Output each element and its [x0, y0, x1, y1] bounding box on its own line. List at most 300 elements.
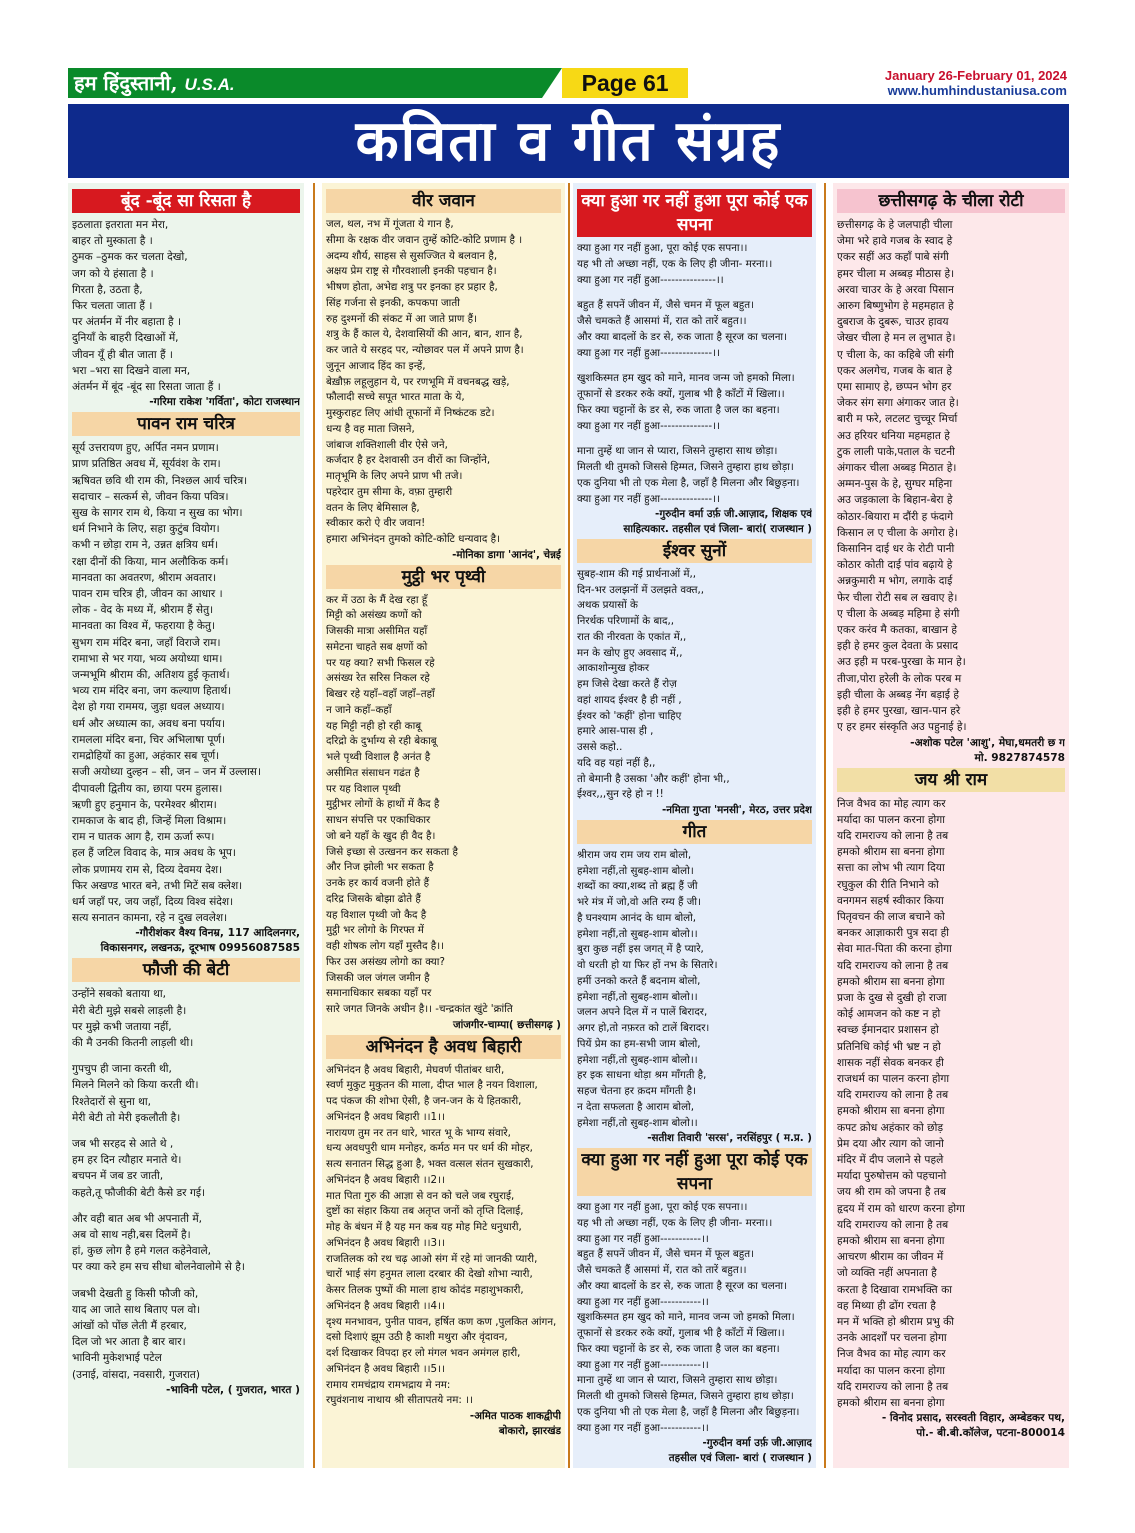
poem-author: - विनोद प्रसाद, सरस्वती विहार, अम्बेडकर पथ, [881, 1412, 1065, 1425]
poem-line: क्या हुआ गर नहीं हुआ---------------।। [577, 273, 724, 286]
poem-line: पर क्या करे हम सच सीधा बोलनेवालोमे से है। [72, 1261, 245, 1274]
poem-line: न जाने कहाँ–कहाँ [326, 703, 392, 716]
poem-line: यदि वह यहां नहीं है,, [577, 756, 656, 769]
poem-line: दिन-भर उलझनों में उलझते वक्त,, [577, 583, 704, 596]
poem-line: (उनाई, वांसदा, नवसारी, गुजरात) [72, 1368, 200, 1381]
poem-line: मेरी बेटी मुझे सबसे लाड़ली है। [72, 1004, 187, 1017]
poem-line: जिसकी मात्रा असीमित यहाँ [326, 625, 428, 637]
poem-line: मिलने मिलने को किया करती थी। [72, 1079, 199, 1092]
poem-line: हमेशा नहीं,तो सुबह-शाम बोलो।। [577, 990, 698, 1003]
poem-line: हमर चीला म अब्बड़ मीठास हे। [837, 267, 955, 280]
poem-line: क्या हुआ गर नहीं हुआ, पूरा कोई एक सपना।। [577, 242, 748, 254]
column-2 [322, 183, 565, 1468]
poem-line: रघुवंशनाथ नाथाय श्री सीतापतये नम: ।। [326, 1394, 473, 1407]
poem-line: कोई आमजन को कष्ट न हो [837, 1008, 941, 1021]
poem-title: बूंद -बूंद सा रिसता है [72, 189, 300, 213]
poem-line: हमीं उनको करते हैं बदनाम बोलो, [577, 974, 701, 987]
poem-line: फिर उस असंख्य लोगो का क्या? [326, 955, 445, 968]
poem-line: दसो दिशाएं झूम उठी है काशी मथुरा और वृंदावन, [326, 1331, 508, 1344]
poem-line: उन्होंने सबको बताया था, [72, 988, 167, 1001]
poem-line: जन्मभूमि श्रीराम की, अतिशय हुई कृतार्थ। [72, 669, 230, 682]
poem-line: मिलती थी तुमको जिससे हिम्मत, जिसने तुम्हारा हाथ छोड़ा। [577, 1390, 794, 1402]
poem-line: हमको श्रीराम सा बनना होगा [837, 1234, 945, 1247]
poem-line: हमको श्रीराम सा बनना होगा [837, 1105, 945, 1118]
poem-line: सारे जगत जिनके अधीन है।। -चन्द्रकांत खुंटे 'क्रांति [326, 1003, 513, 1015]
poem-line: आंखों को पोंछ लेती मैं हरबार, [72, 1319, 187, 1332]
poem-line: सुबह-शाम की गई प्रार्थनाओं में,, [577, 567, 697, 580]
poem-line: नारायण तुम नर तन धारे, भारत भू के भाग्य संवारे, [326, 1126, 511, 1139]
poem-line: आचरण श्रीराम का जीवन में [837, 1251, 944, 1264]
poem-line: और क्या बादलों के डर से, रुक जाता है सूरज का चलना। [577, 1279, 787, 1292]
poem-line: हमको श्रीराम सा बनना होगा [837, 975, 945, 988]
poem-line: अथक प्रयासों के [577, 599, 638, 612]
poem-line: ठुमक –ठुमक कर चलता देखो, [72, 251, 188, 264]
poem-line: रामाय रामचंद्राय रामभद्राय मे नम: [326, 1378, 451, 1391]
poem-line: सत्य सनातन सिद्ध हुआ है, भक्त वत्सल संतन सुखकारी, [326, 1158, 534, 1170]
poem-line: अन्नकुमारी म भोग, लगाके दाई [837, 575, 953, 588]
poem-line: दरिद्र जिसके बोझा ढोते हैं [326, 892, 421, 905]
poem-line: मर्यादा का पालन करना होगा [837, 1364, 945, 1377]
brand-suffix: U.S.A. [184, 75, 235, 94]
masthead-bar [68, 68, 688, 98]
poem-line: इही चीला के अब्बड़ नेंग बड़ाई हे [837, 688, 959, 701]
poem-line: वतन के लिए बेमिसाल है, [326, 501, 420, 514]
poem-line: दुनियाँ के बाहरी दिखाओं में, [72, 332, 179, 345]
poem-line: और क्या बादलों के डर से, रुक जाता है सूरज का चलना। [577, 330, 787, 343]
poem-line [577, 361, 812, 371]
poem-line: हमेशा नहीं,तो सुबह-शाम बोलो।। [577, 1053, 698, 1066]
column-1 [68, 183, 304, 1468]
poem-line: पर अंतर्मन में नीर बहाता है । [72, 316, 182, 329]
poem-line: हमेशा नहीं,तो सुबह-शाम बोलो।। [577, 927, 698, 940]
poem-line: दीपावली द्वितीय का, छाया परम हुलास। [72, 782, 223, 795]
poem-line: खुशकिस्मत हम खुद को माने, मानव जन्म जो हमको मिला। [577, 1311, 795, 1324]
poem-line: क्या हुआ गर नहीं हुआ-----------।। [577, 1232, 709, 1245]
poem-line: अउ जड़काला के बिहान-बेरा हे [837, 494, 953, 507]
poem-line: सदाचार – सत्कर्म से, जीवन किया पवित्र। [72, 490, 229, 503]
poem-line: अम्मन-पुस के हे, सुग्घर महिना [837, 478, 953, 491]
poem-title: वीर जवान [326, 189, 561, 213]
poem-line: यदि रामराज्य को लाना है तब [837, 959, 949, 972]
poem-line: वहां शायद ईश्वर है ही नहीं , [577, 693, 682, 706]
poem-line: छत्तीसगढ़ के हे जलपाही चीला [837, 219, 953, 231]
poem-line: तीजा,पोरा हरेली के लोक परब म [837, 672, 962, 685]
poem-line: भीषण होता, अभेद्य शत्रु पर इनका हर प्रहार है, [326, 281, 498, 293]
poem-line: बचपन में जब डर जाती, [72, 1170, 164, 1183]
poem-line: जो व्यक्ति नहीं अपनाता है [837, 1267, 937, 1280]
poem-line: बेख़ौफ़ लहूलुहान ये, पर रणभूमि में वचनबद्ध खड़े, [326, 375, 510, 388]
poem-line: किसानिन दाई धर के रोटी पानी [837, 543, 955, 556]
poem-title: फौजी की बेटी [72, 958, 300, 982]
poem-line: राजतिलक को रथ चढ़ आओ संग में रहे मां जानकी प्यारी, [326, 1252, 538, 1265]
poem-line: जय श्री राम को जपना है तब [837, 1186, 946, 1199]
poem-line: ए चीला के, का कहिबे जी संगी [837, 348, 954, 361]
poem-line: बनकर आज्ञाकारी पुत्र सदा ही [837, 927, 949, 940]
poem-line: कर्जदार है हर देशवासी उन वीरों का जिन्होंने, [326, 454, 491, 467]
poem-line: केसर तिलक पुष्पों की माला हाथ कोदंड महाशुभकारी, [326, 1284, 524, 1296]
poem-line: स्वच्छ ईमानदार प्रशासन हो [837, 1024, 939, 1037]
poem-line: बहुत हैं सपनें जीवन में, जैसे चमन में फूल बहुत। [577, 1248, 755, 1261]
poem-title: अभिनंदन है अवध बिहारी [326, 1035, 561, 1059]
poem-title: मुट्ठी भर पृथ्वी [326, 565, 561, 589]
poem-author: साहित्यकार. तहसील एवं जिला- बारां( राजस्थान ) [623, 523, 812, 535]
poem-line: इठलाता इतराता मन मेरा, [72, 219, 169, 231]
poem-line: उनके आदर्शों पर चलना होगा [837, 1332, 947, 1345]
poem-line: हमेशा नहीं,तो सुबह-शाम बोलो।। [577, 1116, 698, 1129]
poem-line: फौलादी सच्चे सपूत भारत माता के ये, [326, 391, 465, 404]
poem-line: प्राण प्रतिष्ठित अवध में, सूर्यवंश के राम। [72, 458, 221, 471]
poem-line: एमा सामाए हे, छप्पन भोग हर [837, 381, 952, 394]
poem-title: जय श्री राम [837, 768, 1065, 792]
poem-line [577, 288, 812, 298]
poem-line: मर्यादा पुरुषोत्तम को पहचानो [837, 1170, 947, 1183]
poem-line: वो धरती हो या फिर हों नभ के सितारे। [577, 959, 718, 971]
poem-line: वही शोषक लोग यहाँ मुस्तैद है।। [326, 940, 445, 952]
poem-line: हृदय में राम को धारण करना होगा [837, 1202, 965, 1215]
poem-line: सत्ता का लोभ भी त्याग दिया [837, 862, 945, 875]
poem-line: समेटना चाहते सब क्षणों को [326, 640, 428, 653]
poem-line: टुक लाली पाके,पताल के चटनी [837, 445, 955, 458]
column-4 [833, 183, 1069, 1468]
poem-line: यह भी तो अच्छा नहीं, एक के लिए ही जीना- मरना।। [577, 1216, 773, 1229]
poem-line: एक दुनिया भी तो एक मेला है, जहाँ है मिलना और बिछुड़ना। [577, 476, 800, 489]
poem-line: बिखर रहे यहाँ–वहाँ जहाँ–तहाँ [326, 688, 435, 700]
poem-line: फेर चीला रोटी सब ल खवाए हे। [837, 591, 958, 604]
section-banner: कविता व गीत संग्रह [68, 104, 1069, 178]
poem-author: -अमित पाठक शाकद्वीपी [469, 1410, 561, 1422]
poem-line: हमारा अभिनंदन तुमको कोटि-कोटि धन्यवाद है। [326, 533, 500, 545]
poem-author: -सतीश तिवारी 'सरस', नरसिंहपुर ( म.प्र. ) [647, 1132, 812, 1145]
poem-line: दुष्टों का संहार किया तब अतृप्त जनों को तृप्ति दिलाई, [326, 1205, 524, 1218]
poem-line: रिश्तेदारों से सुना था, [72, 1095, 151, 1108]
poem-line: क्या हुआ गर नहीं हुआ-----------।। [577, 1421, 709, 1434]
poem-line: हल हैं जटिल विवाद के, मात्र अवध के भूप। [72, 847, 236, 860]
poem-line: अब वो साथ नही,बस दिलमें है। [72, 1228, 191, 1241]
poem-line: इही हे हमर कुल देवता के प्रसाद [837, 640, 959, 653]
poem-line: भले पृथ्वी विशाल है अनंत है [326, 751, 431, 763]
poem-line: मुट्ठी भर लोगो के गिरफ्त में [326, 924, 424, 937]
poem-author: -नमिता गुप्ता 'मनसी', मेरठ, उत्तर प्रदेश [661, 804, 812, 816]
poem-line: हमको श्रीराम सा बनना होगा [837, 1397, 945, 1410]
poem-line: पियें प्रेम का हम-सभी जाम बोलो, [577, 1037, 701, 1050]
poem-line: ऋणी हुए हनुमान के, परमेश्वर श्रीराम। [72, 798, 217, 811]
poem-line: कोठार कोती दाई पांव बढ़ाये हे [837, 559, 953, 572]
poem-line: क्या हुआ गर नहीं हुआ, पूरा कोई एक सपना।। [577, 1201, 748, 1213]
poem-line: वह मिथ्या ही ढोंग रचता है [837, 1299, 936, 1312]
poem-line: स्वीकार करो ऐ वीर जवान! [326, 517, 426, 530]
poem-line: असीमित संसाधन गढंत है [326, 766, 420, 779]
poem-line: क्या हुआ गर नहीं हुआ--------------।। [577, 492, 720, 505]
poem-line: मिट्टी को असंख्य कणों को [326, 609, 422, 622]
poem-line: सीमा के रक्षक वीर जवान तुम्हें कोटि-कोटि प्रणाम है । [326, 233, 523, 246]
poem-line: ए चीला के अब्बड़ महिमा हे संगी [837, 607, 960, 620]
poem-line: कपट क्रोध अहंकार को छोड़ [837, 1121, 944, 1134]
poem-line: पर यह क्या? सभी फिसल रहे [326, 656, 435, 669]
poem-author: -गुरुदीन वर्मा उर्फ़ जी.आज़ाद, शिक्षक एवं [655, 508, 812, 521]
poem-line: समानाधिकार सबका यहाँ पर [326, 987, 432, 1000]
poem-line: कोठार-बियारा म दौंरी ह फंदागे [837, 510, 954, 523]
poem-line: चारों भाई संग हनुमत लाला दरबार की देखो शोभा न्यारी, [326, 1268, 533, 1281]
poem-line: रामकाज के बाद ही, जिन्हें मिला विश्राम। [72, 814, 227, 827]
poem-line: शत्रु के हैं काल ये, देशवासियों की आन, बान, शान है, [326, 328, 523, 341]
poem-line: निज वैभव का मोह त्याग कर [837, 1348, 946, 1361]
poem-line: निज वैभव का मोह त्याग कर [837, 797, 946, 810]
poem-line: देश हो गया राममय, जुड़ा धवल अध्याय। [72, 701, 225, 714]
poem-line: अंगाकर चीला अब्बड़ मिठात हे। [837, 462, 957, 475]
poem-line: यदि रामराज्य को लाना है तब [837, 1380, 949, 1393]
poem-line: गुपचुप ही जाना करती थी, [72, 1063, 172, 1076]
poem-line: तूफानों से डरकर रुके क्यों, गुलाब भी है काँटों में खिला।। [577, 1327, 785, 1339]
poem-line: जेकर संग सगा अंगाकर जात हे। [837, 397, 959, 410]
poem-line: क्या हुआ गर नहीं हुआ-----------।। [577, 1358, 709, 1371]
poem-line: लोक प्रणामय राम से, दिव्य देवमय देश। [72, 863, 223, 876]
poem-title: ईश्वर सुनों [577, 539, 812, 563]
poem-line [72, 1126, 300, 1136]
poem-title: गीत [577, 820, 812, 844]
poem-line: क्या हुआ गर नहीं हुआ--------------।। [577, 346, 720, 359]
poem-line: क्या हुआ गर नहीं हुआ-----------।। [577, 1295, 709, 1308]
poem-line: जेमा भरे हावे गजब के स्वाद हे [837, 235, 953, 248]
poem-line: फिर अखण्ड भारत बने, तभी मिटें सब क्लेश। [72, 879, 243, 892]
poem-line: जैसे चमकते हैं आसमां में, रात को तारें बहुत।। [577, 315, 747, 327]
poem-line: भाविनी मुकेशभाई पटेल [72, 1352, 162, 1365]
poem-line: प्रजा के दुख से दुखी हो राजा [837, 991, 947, 1004]
poem-author: विकासनगर, लखनऊ, दूरभाष 09956087585 [100, 942, 300, 955]
poem-author: मो. 9827874578 [974, 751, 1065, 764]
column-divider [824, 183, 826, 1468]
poem-line: गिरता है, उठता है, [72, 283, 143, 296]
poem-line: मन के खोए हुए अवसाद में,, [577, 646, 683, 659]
column-divider [313, 183, 315, 1468]
poem-line: मानवता का अवतरण, श्रीराम अवतार। [72, 571, 217, 584]
poem-line: बारी म फरे, लटलट चुच्चूर मिर्चा [837, 413, 958, 426]
poem-line: फिर चलता जाता हैं । [72, 300, 153, 313]
poem-line: पावन राम चरित्र ही, जीवन का आधार । [72, 588, 223, 601]
poem-line: अभिनंदन है अवध बिहारी ।।3।। [326, 1236, 445, 1249]
poem-line: जल, थल, नभ में गूंजता ये गान है, [326, 218, 454, 230]
poem-line: जलन अपने दिल में न पालें बिरादर, [577, 1006, 708, 1019]
poem-line: यह भी तो अच्छा नहीं, एक के लिए ही जीना- मरना।। [577, 257, 773, 270]
poem-line: जग को ये हंसाता है । [72, 267, 154, 280]
poem-line: ऋषिवत छवि थी राम की, निश्छल आर्य चरित्र। [72, 474, 248, 487]
poem-line: साधन संपत्ति पर एकाधिकार [326, 814, 431, 826]
poem-author: -भाविनी पटेल, ( गुजरात, भारत ) [165, 1383, 300, 1396]
poem-line: भरा –भरा सा दिखने वाला मन, [72, 364, 191, 377]
poem-line: बाहर तो मुस्काता है । [72, 235, 153, 248]
poem-line: कभी न छोड़ा राम ने, उन्नत क्षत्रिय धर्म। [72, 539, 219, 552]
poem-line: कर में उठा के मैं देख रहा हूँ [326, 593, 428, 606]
poem-line: मर्यादा का पालन करना होगा [837, 813, 945, 826]
column-3 [573, 183, 816, 1468]
poem-line: धर्म और अध्यात्म का, अवध बना पर्याय। [72, 717, 225, 730]
poem-line: धन्य अवधपुरी धाम मनोहर, कर्मठ मन पर धर्म की मोहर, [326, 1142, 533, 1155]
page-number: Page 61 [562, 68, 688, 98]
poem-line: यह मिट्टी नही हो रही काबू [326, 719, 422, 732]
poem-line: सेवा मात-पिता की करना होगा [837, 943, 952, 956]
poem-line: दर्श दिखाकर विपदा हर लो मंगल भवन अमंगल हारी, [326, 1347, 521, 1359]
poem-line: जांबाज शक्तिशाली वीर ऐसे जने, [326, 438, 448, 451]
poem-line: याद आ जाते साथ बिताए पल वो। [72, 1303, 201, 1316]
poem-line: सुख के सागर राम थे, किया न सुख का भोग। [72, 507, 243, 520]
poem-line: भरे मंत्र में जो,वो अति रम्य हैं जी। [577, 896, 701, 908]
poem-line: जैसे चमकते हैं आसमां में, रात को तारें बहुत।। [577, 1264, 747, 1276]
poem-line: असंख्य रेत सरिस निकल रहे [326, 672, 430, 685]
poem-line: न देता सफलता है आराम बोलो, [577, 1100, 694, 1113]
poem-line: बुरा कुछ नहीं इस जगत् में है प्यारे, [577, 943, 704, 956]
poem-line: जिसे इच्छा से उत्खनन कर सकता है [326, 845, 458, 858]
poem-line: यदि रामराज्य को लाना है तब [837, 1218, 949, 1231]
poem-line: जेखर चीला हे मन ल लुभात हे। [837, 332, 956, 345]
poem-line: उससे कहो.. [577, 741, 623, 753]
poem-line: आकाशोन्मुख होकर [577, 662, 650, 675]
poem-line: धर्म निभाने के लिए, सहा कुटुंब वियोग। [72, 523, 220, 536]
poem-line: निरर्थक परिणामों के बाद,, [577, 615, 675, 627]
poem-line: श्रीराम जय राम जय राम बोलो, [577, 848, 692, 861]
poem-title: क्या हुआ गर नहीं हुआ पूरा कोई एक सपना [577, 1148, 812, 1196]
poem-line: अउ हरियर धनिया महमहात हे [837, 429, 950, 442]
poem-line: रामलला मंदिर बना, चिर अभिलाषा पूर्ण। [72, 733, 226, 746]
poem-line: खुशकिस्मत हम खुद को माने, मानव जन्म जो हमको मिला। [577, 372, 795, 385]
poem-line: अक्षय प्रेम राष्ट्र से गौरवशाली इनकी पहचान है। [326, 265, 497, 278]
poem-line: मंदिर में दीप जलाने से पहले [837, 1153, 944, 1166]
poem-line: अभिनंदन है अवध बिहारी ।।5।। [326, 1362, 445, 1375]
poem-line: सिंह गर्जना से इनकी, कपकपा जाती [326, 296, 460, 309]
poem-line: जीवन यूँ ही बीत जाता हैं । [72, 348, 173, 361]
poem-line: अगर हो,तो नफ़रत को टालें बिरादर। [577, 1022, 710, 1034]
website-link[interactable]: www.humhindustaniusa.com [887, 83, 1067, 98]
poem-line: है घनश्याम आनंद के धाम बोलो, [577, 911, 697, 924]
poem-line: जब भी सरहद से आते थे , [72, 1137, 174, 1150]
poem-line: सजी अयोध्या दुल्हन – सी, जन – जन में उल्लास। [72, 766, 261, 779]
poem-author: -गौरीशंकर वैश्य विनम्र, 117 आदिलनगर, [135, 927, 300, 940]
poem-line: किसान ल ए चीला के अगोरा हे। [837, 526, 958, 539]
poem-title: पावन राम चरित्र [72, 412, 300, 436]
poem-line [72, 1201, 300, 1211]
poem-line [72, 1276, 300, 1286]
poem-line: एकर सहीं अउ कहाँ पाबे संगी [837, 251, 949, 264]
poem-line: की मै उनकी कितनी लाड़ली थी। [72, 1036, 194, 1049]
poem-author: -गुरुदीन वर्मा उर्फ़ जी.आज़ाद [702, 1437, 812, 1450]
poem-line: जिसकी जल जंगल जमीन है [326, 971, 430, 984]
poem-title: छत्तीसगढ़ के चीला रोटी [837, 189, 1065, 213]
poem-line: सहज चेतना हर क़दम माँगती है। [577, 1085, 696, 1097]
poem-author: -मोनिका डागा 'आनंद', चेन्नई [452, 548, 561, 561]
poem-line: सूर्य उत्तरायण हुए, अर्पित नमन प्रणाम। [72, 442, 219, 455]
poem-line: स्वर्ण मुकुट मुकुतन की माला, दीप्त भाल है नयन विशाला, [326, 1079, 538, 1092]
poem-line: धन्य है वह माता जिसने, [326, 422, 415, 435]
poem-line: रामद्रोहियों का हुआ, अहंकार सब चूर्ण। [72, 750, 220, 763]
poem-author: -अशोक पटेल 'आशु', मेघा,धमतरी छ ग [910, 736, 1065, 749]
poem-line: मन में भक्ति हो श्रीराम प्रभु की [837, 1316, 955, 1328]
poem-line: मिलती थी तुमको जिससे हिम्मत, जिसने तुम्हारा हाथ छोड़ा। [577, 461, 794, 473]
poem-line: वनगमन सहर्ष स्वीकार किया [837, 894, 944, 907]
poem-line: प्रेम दया और त्याग को जानो [837, 1137, 944, 1150]
poem-line: हां, कुछ लोग है हमे गलत कहेनेवाले, [72, 1245, 211, 1258]
poem-line: दिल जो भर आता है बार बार। [72, 1336, 186, 1349]
poem-line: प्रतिनिधि कोई भी भ्रष्ट न हो [837, 1040, 941, 1053]
poem-line: यदि रामराज्य को लाना है तब [837, 829, 949, 842]
poem-line: बहुत हैं सपनें जीवन में, जैसे चमन में फूल बहुत। [577, 299, 755, 312]
poem-line: एकर करंव मै कतका, बाखान हे [837, 624, 957, 637]
poem-line: भव्य राम मंदिर बना, जग कल्याण हितार्थ। [72, 685, 232, 698]
poem-line: शब्दों का क्या,शब्द तो ब्रह्म हैं जी [577, 880, 698, 893]
poem-line: एक दुनिया भी तो एक मेला है, जहाँ है मिलना और बिछुड़ना। [577, 1405, 800, 1418]
poem-line: रामाभा से भर गया, भव्य अयोध्या धाम। [72, 652, 223, 665]
masthead-brand [68, 68, 542, 98]
poem-line: तो बेमानी है उसका 'और कहीं' होना भी,, [577, 772, 730, 785]
poem-line: माना तुम्हें था जान से प्यारा, जिसने तुम्हारा साथ छोड़ा। [577, 445, 778, 458]
poem-line: पर यह विशाल पृथ्वी [326, 782, 401, 795]
poem-line: कहते,तू फौजीकी बेटी कैसे डर गई। [72, 1186, 206, 1199]
poem-line: क्या हुआ गर नहीं हुआ--------------।। [577, 419, 720, 432]
poem-line: ईश्वर,,,सुन रहे हो न !! [577, 788, 664, 801]
issue-info [885, 68, 1067, 98]
poem-line: लोक - वेद के मध्य में, श्रीराम हैं सेतु। [72, 604, 214, 617]
poem-line: मेरी बेटी तो मेरी इकलौती है। [72, 1111, 181, 1124]
poem-line: राम न घातक आग है, राम ऊर्जा रूप। [72, 831, 215, 844]
poem-line: हमको श्रीराम सा बनना होगा [837, 846, 945, 859]
poem-line: माना तुम्हें था जान से प्यारा, जिसने तुम्हारा साथ छोड़ा। [577, 1374, 778, 1387]
poem-line: अउ इही म परब-पुरखा के मान हे। [837, 656, 966, 669]
poem-line: दुबराज के दुबरू, चाउर हावय [837, 316, 949, 329]
poem-line: दरिद्रो के दुर्भाग्य से रही बेकाबू [326, 735, 437, 748]
poem-line: पितृवचन की लाज बचाने को [837, 910, 945, 923]
poem-line: एकर अलगेच, गजब के बात हे [837, 364, 952, 377]
poem-line: पर मुझे कभी जताया नहीं, [72, 1020, 172, 1033]
brand-name: हम हिंदुस्तानी, [74, 71, 178, 95]
poem-author: बोकारो, झारखंड [498, 1424, 561, 1437]
poem-line: रात की नीरवता के एकांत में,, [577, 630, 687, 643]
poem-line: हर इक साधना थोड़ा श्रम माँगती है, [577, 1069, 707, 1082]
poem-line: अभिनंदन है अवध बिहारी, मेघवर्ण पीतांबर धारी, [326, 1063, 505, 1076]
poem-line: अरवा चाउर के हे अरवा पिसान [837, 283, 954, 296]
poem-line: हमेशा नहीं,तो सुबह-शाम बोलो। [577, 864, 694, 877]
poem-line: हम जिसे देखा करते हैं रोज़ [577, 678, 677, 690]
poem-line: ईश्वर को 'कहीं' होना चाहिए [577, 709, 682, 722]
poem-line: पद पंकज की शोभा ऐसी, है जन-जन के ये हितकारी, [326, 1095, 522, 1107]
poem-author: -गरिमा राकेश 'गर्विता', कोटा राजस्थान [149, 396, 300, 409]
poem-line: मातृभूमि के लिए अपने प्राण भी तजे। [326, 470, 463, 482]
poem-line: राजधर्म का पालन करना होगा [837, 1072, 950, 1085]
poem-line: उनके हर कार्य वजनी होते हैं [326, 877, 430, 889]
poem-line: अभिनंदन है अवध बिहारी ।।4।। [326, 1299, 445, 1312]
poem-line: पहरेदार तुम सीमा के, वफ़ा तुम्हारी [326, 485, 453, 498]
poem-line: रुह दुश्मनों की संकट में आ जाते प्राण हैं। [326, 312, 478, 325]
poem-line: मोह के बंधन में है यह मन कब यह मोह मिटे धनुधारी, [326, 1221, 522, 1233]
poem-line: इही हे हमर पुरखा, खान-पान हरे [837, 705, 961, 718]
poem-author: पो.- बी.बी.कॉलेज, पटना-800014 [916, 1427, 1065, 1440]
poem-line: सत्य सनातन कामना, रहे न दुख लवलेश। [72, 912, 228, 925]
poem-line: शासक नहीं सेवक बनकर ही [837, 1056, 944, 1069]
poem-title: क्या हुआ गर नहीं हुआ पूरा कोई एक सपना [577, 189, 812, 237]
poem-line: धर्म जहाँ पर, जय जहाँ, दिव्य विश्व संदेश। [72, 895, 234, 908]
poem-line: फिर क्या चट्टानों के डर से, रुक जाता है जल का बहना। [577, 1342, 780, 1355]
poem-line: अभिनंदन है अवध बिहारी ।।1।। [326, 1110, 445, 1123]
poem-line: करता है दिखावा रामभक्ति का [837, 1283, 952, 1296]
poem-line: हम हर दिन त्यौहार मनाते थे। [72, 1154, 182, 1167]
poem-line: जुनून आजाद हिंद का इन्हें, [326, 359, 426, 372]
poem-line [72, 1051, 300, 1061]
poem-line: आरुग बिष्णुभोग हे महमहात हे [837, 300, 954, 313]
poem-line: हमारे आस-पास ही , [577, 725, 654, 738]
poem-line: दृश्य मनभावन, पुनीत पावन, हर्षित कण कण ,पुलकित आंगन, [326, 1315, 557, 1328]
poem-line: फिर क्या चट्टानों के डर से, रुक जाता है जल का बहना। [577, 403, 780, 416]
poem-author: तहसील एवं जिला- बारां ( राजस्थान ) [668, 1452, 812, 1464]
poem-line: मात पिता गुरु की आज्ञा से वन को चले जब रघुराई, [326, 1189, 515, 1202]
poem-line: मुट्ठीभर लोगों के हाथों में कैद है [326, 798, 440, 811]
poem-line: अदम्य शौर्य, साहस से सुसज्जित ये बलवान है, [326, 249, 498, 262]
poem-line: और निज झोली भर सकता है [326, 861, 434, 874]
